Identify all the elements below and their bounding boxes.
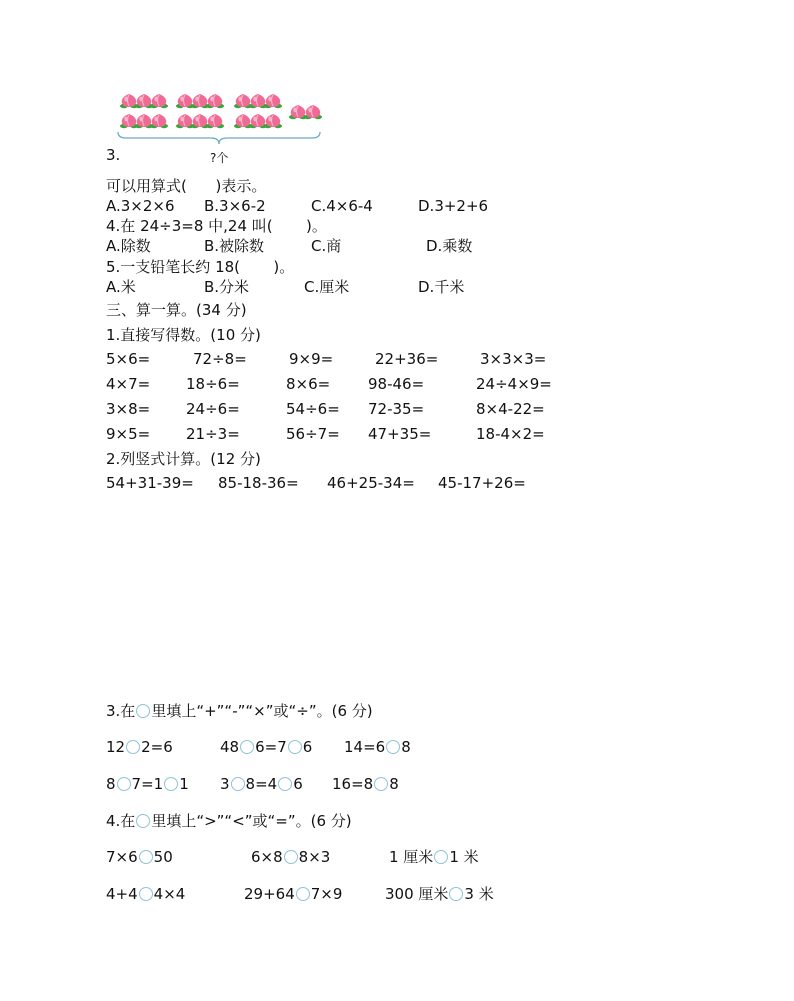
calc-item: 18-4×2= bbox=[476, 425, 545, 443]
section-title: 三、算一算。(34 分) bbox=[106, 301, 247, 319]
q3-stem: 可以用算式( )表示。 bbox=[106, 177, 267, 195]
fill-item: 14=6 8 bbox=[344, 738, 411, 756]
peach-icon bbox=[264, 93, 282, 110]
q4-option-b: B.被除数 bbox=[204, 237, 265, 255]
circle-blank[interactable] bbox=[386, 740, 400, 754]
peach-icon bbox=[304, 104, 322, 121]
calc-item: 9×5= bbox=[106, 425, 151, 443]
q3-question-mark: ?个 bbox=[210, 151, 229, 165]
peach-icon bbox=[150, 113, 168, 130]
circle-blank[interactable] bbox=[139, 887, 153, 901]
calc-item: 18÷6= bbox=[186, 375, 240, 393]
vertical-calc-item: 85-18-36= bbox=[218, 474, 299, 492]
calc-item: 72-35= bbox=[368, 400, 425, 418]
part3-title: 3.在 里填上“+”“-”“×”或“÷”。(6 分) bbox=[106, 702, 373, 720]
peach-icon bbox=[206, 93, 224, 110]
circle-blank[interactable] bbox=[231, 777, 245, 791]
fill-item: 16=8 8 bbox=[332, 775, 399, 793]
q4-option-d: D.乘数 bbox=[426, 237, 473, 255]
circle-blank[interactable] bbox=[278, 777, 292, 791]
calc-item: 47+35= bbox=[368, 425, 432, 443]
calc-item: 9×9= bbox=[289, 350, 334, 368]
circle-blank[interactable] bbox=[240, 740, 254, 754]
calc-item: 22+36= bbox=[375, 350, 439, 368]
calc-item: 24÷4×9= bbox=[476, 375, 552, 393]
circle-blank[interactable] bbox=[164, 777, 178, 791]
calc-item: 56÷7= bbox=[286, 425, 340, 443]
circle-blank[interactable] bbox=[117, 777, 131, 791]
compare-item: 4+4 4×4 bbox=[106, 885, 186, 903]
q4-stem: 4.在 24÷3=8 中,24 叫( )。 bbox=[106, 217, 327, 235]
q4-option-a: A.除数 bbox=[106, 237, 151, 255]
circle-blank[interactable] bbox=[126, 740, 140, 754]
q3-option-c: C.4×6-4 bbox=[311, 197, 373, 215]
circle-blank[interactable] bbox=[374, 777, 388, 791]
q5-option-b: B.分米 bbox=[204, 278, 250, 296]
vertical-calc-item: 45-17+26= bbox=[438, 474, 526, 492]
fill-item: 3 8=4 6 bbox=[220, 775, 303, 793]
circle-blank[interactable] bbox=[288, 740, 302, 754]
part2-title: 2.列竖式计算。(12 分) bbox=[106, 450, 261, 468]
circle-blank[interactable] bbox=[284, 850, 298, 864]
fill-item: 12 2=6 bbox=[106, 738, 173, 756]
q4-option-c: C.商 bbox=[311, 237, 342, 255]
calc-item: 54÷6= bbox=[286, 400, 340, 418]
peach-icon bbox=[264, 113, 282, 130]
calc-item: 5×6= bbox=[106, 350, 151, 368]
q5-option-d: D.千米 bbox=[418, 278, 465, 296]
peach-icon bbox=[150, 93, 168, 110]
compare-item: 1 厘米 1 米 bbox=[389, 848, 479, 866]
q3-option-b: B.3×6-2 bbox=[204, 197, 266, 215]
fill-item: 48 6=7 6 bbox=[220, 738, 313, 756]
q3-number: 3. bbox=[106, 146, 121, 164]
circle-blank-icon bbox=[136, 814, 150, 828]
part1-title: 1.直接写得数。(10 分) bbox=[106, 326, 261, 344]
circle-blank[interactable] bbox=[434, 850, 448, 864]
compare-item: 29+64 7×9 bbox=[244, 885, 343, 903]
calc-item: 8×4-22= bbox=[476, 400, 545, 418]
peach-icon bbox=[206, 113, 224, 130]
q5-option-c: C.厘米 bbox=[304, 278, 350, 296]
compare-item: 6×8 8×3 bbox=[251, 848, 331, 866]
circle-blank[interactable] bbox=[296, 887, 310, 901]
vertical-calc-item: 54+31-39= bbox=[106, 474, 194, 492]
fill-item: 8 7=1 1 bbox=[106, 775, 189, 793]
circle-blank[interactable] bbox=[139, 850, 153, 864]
circle-blank-icon bbox=[136, 704, 150, 718]
compare-item: 7×6 50 bbox=[106, 848, 173, 866]
brace-icon bbox=[116, 131, 322, 145]
calc-item: 98-46= bbox=[368, 375, 425, 393]
part4-title: 4.在 里填上“>”“<”或“=”。(6 分) bbox=[106, 812, 352, 830]
q3-option-d: D.3+2+6 bbox=[418, 197, 489, 215]
calc-item: 4×7= bbox=[106, 375, 151, 393]
circle-blank[interactable] bbox=[449, 887, 463, 901]
q5-stem: 5.一支铅笔长约 18( )。 bbox=[106, 258, 295, 276]
calc-item: 72÷8= bbox=[193, 350, 247, 368]
calc-item: 3×8= bbox=[106, 400, 151, 418]
calc-item: 8×6= bbox=[286, 375, 331, 393]
vertical-calc-item: 46+25-34= bbox=[327, 474, 415, 492]
calc-item: 24÷6= bbox=[186, 400, 240, 418]
q5-option-a: A.米 bbox=[106, 278, 136, 296]
calc-item: 3×3×3= bbox=[480, 350, 547, 368]
compare-item: 300 厘米 3 米 bbox=[385, 885, 494, 903]
q3-option-a: A.3×2×6 bbox=[106, 197, 175, 215]
calc-item: 21÷3= bbox=[186, 425, 240, 443]
